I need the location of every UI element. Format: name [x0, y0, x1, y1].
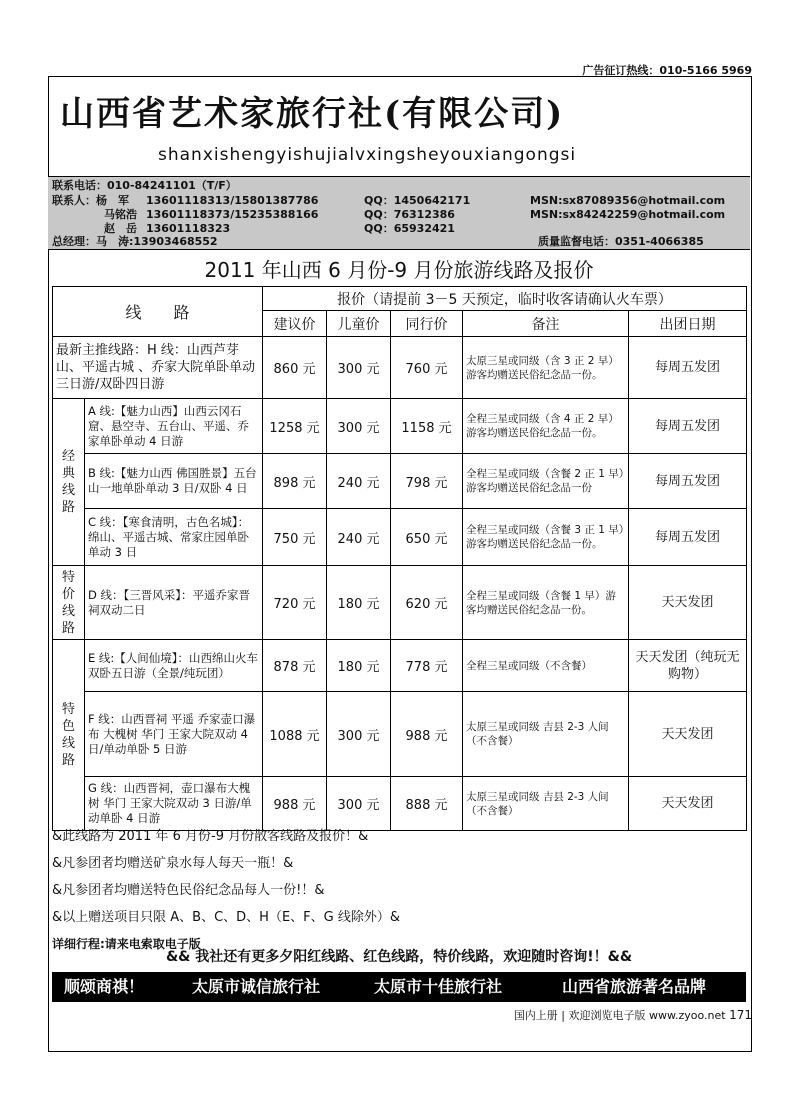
contact-qq: QQ：1450642171 — [364, 194, 471, 207]
table-header-row — [53, 287, 747, 311]
route-price-table — [52, 286, 747, 831]
banner-item: 太原市诚信旅行社 — [192, 977, 321, 996]
suggest-price: 720 元 — [263, 566, 327, 640]
suggest-price: 1258 元 — [263, 399, 327, 454]
banner-item: 顺颂商祺！ — [64, 977, 145, 996]
header-date: 出团日期 — [629, 311, 747, 337]
header-suggest: 建议价 — [263, 311, 327, 337]
peer-price: 798 元 — [391, 454, 463, 509]
peer-price: 888 元 — [391, 777, 463, 831]
category-feature: 特色线路 — [53, 640, 85, 831]
departure-cell: 每周五发团 — [629, 399, 747, 454]
contact-msn: MSN:sx87089356@hotmail.com — [530, 194, 726, 207]
suggest-price: 988 元 — [263, 777, 327, 831]
header-route: 线 路 — [53, 287, 263, 337]
header-note: 备注 — [463, 311, 629, 337]
peer-price: 778 元 — [391, 640, 463, 692]
notes-block — [52, 826, 746, 954]
route-cell: C 线：【寒食清明，古色名城】：绵山、平遥古城、常家庄园单卧单动 3 日 — [85, 509, 263, 566]
detail-itinerary: 详细行程:请来电索取电子版 — [52, 937, 201, 951]
suggest-price: 878 元 — [263, 640, 327, 692]
route-cell: G 线：山西晋祠，壶口瀑布大槐树 华门 王家大院双动 3 日游/单动单卧 4 日游 — [85, 777, 263, 831]
contact-phone: 联系电话：010-84241101（T/F） — [52, 179, 237, 192]
note-cell: 全程三星或同级（含餐 1 早）游客均赠送民俗纪念品一份。 — [463, 566, 629, 640]
slogan-banner — [52, 972, 746, 1002]
contact-msn: MSN:sx84242259@hotmail.com — [530, 208, 726, 221]
note-cell: 全程三星或同级（不含餐） — [463, 640, 629, 692]
suggest-price: 860 元 — [263, 337, 327, 399]
table-row — [53, 509, 747, 566]
route-cell: F 线：山西晋祠 平遥 乔家壶口瀑布 大槐树 华门 王家大院双动 4 日/单动单卧 5 日游 — [85, 692, 263, 777]
more-routes: && 我社还有更多夕阳红线路、红色线路，特价线路，欢迎随时咨询!！&& — [165, 949, 633, 965]
ad-hotline: 广告征订热线：010-5166 5969 — [582, 64, 752, 77]
page-heading: 2011 年山西 6 月份-9 月份旅游线路及报价 — [204, 258, 594, 282]
child-price: 300 元 — [327, 692, 391, 777]
table-row — [53, 566, 747, 640]
header-child: 儿童价 — [327, 311, 391, 337]
contact-qq: QQ：76312386 — [364, 208, 455, 221]
departure-cell: 每周五发团 — [629, 337, 747, 399]
child-price: 240 元 — [327, 509, 391, 566]
contact-row — [52, 235, 746, 249]
child-price: 300 元 — [327, 399, 391, 454]
child-price: 180 元 — [327, 640, 391, 692]
departure-cell: 天天发团（纯玩无购物） — [629, 640, 747, 692]
contact-label: 马铭浩 — [104, 208, 137, 221]
note-line: &此线路为 2011 年 6 月份-9 月份散客线路及报价！& — [52, 829, 369, 844]
note-line: &凡参团者均赠送特色民俗纪念品每人一份!！& — [52, 883, 325, 898]
route-cell: D 线：【三晋风采】：平遥乔家晋祠双动二日 — [85, 566, 263, 640]
category-classic: 经典线路 — [53, 399, 85, 566]
peer-price: 620 元 — [391, 566, 463, 640]
suggest-price: 1088 元 — [263, 692, 327, 777]
route-cell: B 线:【魅力山西 佛国胜景】五台山一地单卧单动 3 日/双卧 4 日 — [85, 454, 263, 509]
table-row — [53, 692, 747, 777]
table-row — [53, 777, 747, 831]
quality-phone: 质量监督电话：0351-4066385 — [538, 235, 704, 248]
peer-price: 1158 元 — [391, 399, 463, 454]
table-row — [53, 399, 747, 454]
page-footer — [514, 1007, 752, 1023]
table-row — [53, 337, 747, 399]
peer-price: 760 元 — [391, 337, 463, 399]
contact-qq: QQ：65932421 — [364, 222, 455, 235]
peer-price: 988 元 — [391, 692, 463, 777]
departure-cell: 天天发团 — [629, 777, 747, 831]
child-price: 180 元 — [327, 566, 391, 640]
note-cell: 全程三星或同级（含 4 正 2 早）游客均赠送民俗纪念品一份。 — [463, 399, 629, 454]
departure-cell: 天天发团 — [629, 692, 747, 777]
contact-mobile: 13601118373/15235388166 — [146, 208, 319, 221]
table-row — [53, 454, 747, 509]
suggest-price: 898 元 — [263, 454, 327, 509]
child-price: 300 元 — [327, 337, 391, 399]
route-cell: E 线:【人间仙境】：山西绵山火车双卧五日游（全景/纯玩团） — [85, 640, 263, 692]
child-price: 240 元 — [327, 454, 391, 509]
banner-item: 山西省旅游著名品牌 — [562, 977, 707, 996]
table-row — [53, 640, 747, 692]
footer-text: 国内上册 | 欢迎浏览电子版 www.zyoo.net — [513, 1009, 726, 1022]
banner-item: 太原市十佳旅行社 — [374, 977, 503, 996]
child-price: 300 元 — [327, 777, 391, 831]
contact-mobile: 13601118313/15801387786 — [146, 194, 319, 207]
contact-label: 赵 岳 — [104, 222, 137, 235]
route-cell: 最新主推线路：H 线：山西芦芽山、平遥古城 、乔家大院单卧单动三日游/双卧四日游 — [53, 337, 263, 399]
agency-pinyin: shanxishengyishujialvxingsheyouxiangongsi — [158, 145, 577, 165]
contact-mobile: 13601118323 — [146, 222, 231, 235]
agency-title: 山西省艺术家旅行社(有限公司) — [60, 94, 565, 134]
general-manager: 总经理：马 涛:13903468552 — [52, 235, 218, 248]
departure-cell: 每周五发团 — [629, 454, 747, 509]
header-peer: 同行价 — [391, 311, 463, 337]
departure-cell: 天天发团 — [629, 566, 747, 640]
note-cell: 全程三星或同级（含餐 2 正 1 早）游客均赠送民俗纪念品一份 — [463, 454, 629, 509]
contact-row — [52, 208, 746, 222]
contact-row — [52, 194, 746, 208]
suggest-price: 750 元 — [263, 509, 327, 566]
note-cell: 太原三星或同级 吉县 2-3 人间（不含餐） — [463, 777, 629, 831]
note-line: &凡参团者均赠送矿泉水每人每天一瓶！& — [52, 856, 294, 871]
note-cell: 全程三星或同级（含餐 3 正 1 早）游客均赠送民俗纪念品一份。 — [463, 509, 629, 566]
note-cell: 太原三星或同级（含 3 正 2 早）游客均赠送民俗纪念品一份。 — [463, 337, 629, 399]
note-line: &以上赠送项目只限 A、B、C、D、H（E、F、G 线除外）& — [52, 910, 400, 925]
route-cell: A 线:【魅力山西】山西云冈石窟、悬空寺、五台山、平遥、乔家单卧单动 4 日游 — [85, 399, 263, 454]
header-report: 报价（请提前 3－5 天预定，临时收客请确认火车票） — [263, 287, 747, 311]
page-number: 171 — [729, 1008, 752, 1022]
contact-row — [52, 222, 746, 236]
departure-cell: 每周五发团 — [629, 509, 747, 566]
contact-label: 联系人：杨 军 — [52, 194, 129, 207]
category-special-price: 特价线路 — [53, 566, 85, 640]
peer-price: 650 元 — [391, 509, 463, 566]
note-cell: 太原三星或同级 吉县 2-3 人间（不含餐） — [463, 692, 629, 777]
contact-block — [48, 176, 750, 250]
